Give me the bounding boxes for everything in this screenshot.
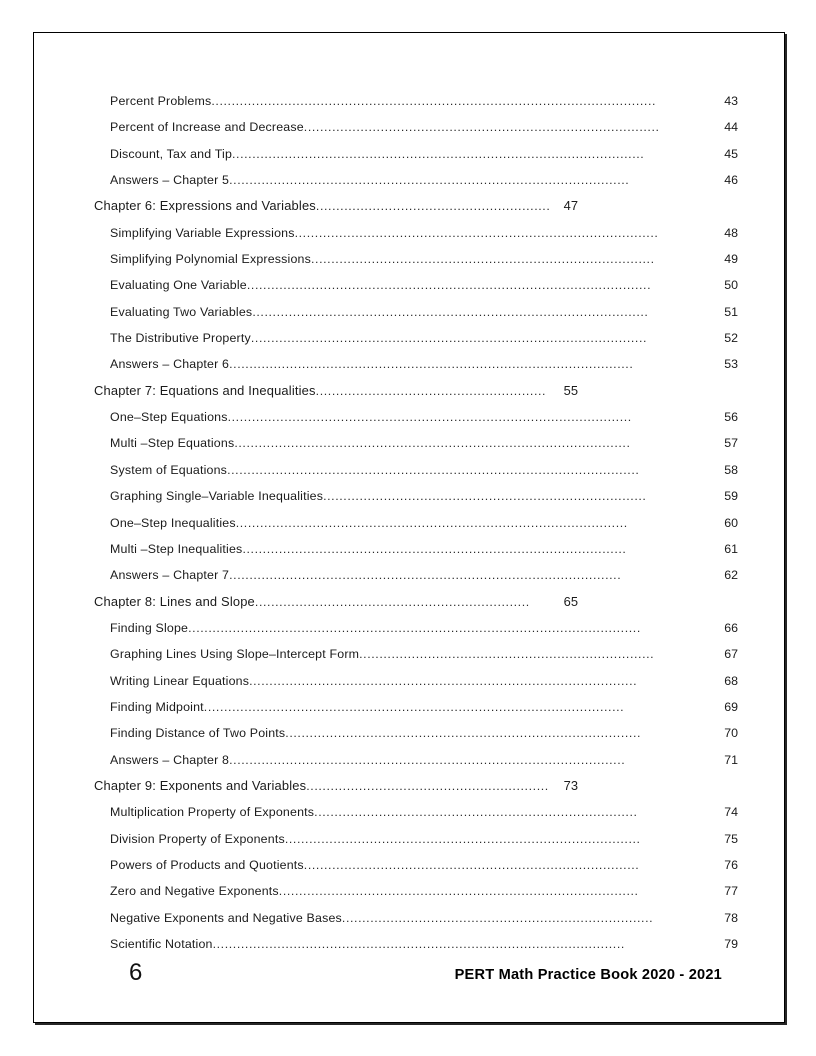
toc-page-number: 75	[724, 831, 738, 846]
toc-page-number: 73	[563, 777, 578, 793]
toc-entry-title: Chapter 7: Equations and Inequalities	[94, 382, 316, 398]
toc-page-number: 71	[724, 752, 738, 767]
toc-entry-row[interactable]	[94, 351, 738, 377]
toc-entry-row[interactable]	[94, 483, 738, 509]
toc-entry-row[interactable]	[94, 299, 738, 325]
toc-entry-title: Multi –Step Inequalities	[110, 541, 243, 556]
toc-entry-title: Evaluating Two Variables	[110, 304, 253, 319]
toc-entry-row[interactable]	[94, 272, 738, 298]
toc-entry-title: Chapter 6: Expressions and Variables	[94, 198, 316, 214]
toc-dot-leader: .........................................................................................	[278, 884, 639, 899]
toc-entry-row[interactable]	[94, 641, 738, 667]
toc-entry-title: Chapter 9: Exponents and Variables	[94, 777, 307, 793]
toc-dot-leader: ............................................................	[306, 778, 549, 793]
toc-page-number: 44	[724, 120, 738, 135]
toc-dot-leader: ....................................................................	[254, 594, 530, 609]
toc-entry-title: Answers – Chapter 8	[110, 752, 230, 767]
toc-dot-leader: ......................................................................................................	[212, 937, 625, 951]
toc-entry-title: One–Step Inequalities	[110, 515, 236, 530]
toc-dot-leader: ......................................................................................................	[227, 462, 640, 477]
toc-entry-row[interactable]	[94, 852, 738, 878]
toc-dot-leader: ..............................................................................................................	[211, 94, 657, 108]
toc-entry-row[interactable]	[94, 457, 738, 483]
toc-chapter-row[interactable]	[94, 589, 578, 615]
toc-dot-leader: .................................................................................................	[229, 568, 622, 583]
toc-dot-leader: .....................................................................................	[311, 252, 655, 267]
toc-dot-leader: ..........................................................	[315, 199, 551, 214]
toc-entry-row[interactable]	[94, 536, 738, 562]
toc-page-number: 68	[724, 673, 738, 688]
toc-page-number: 77	[724, 884, 738, 899]
toc-entry-title: Powers of Products and Quotients	[110, 857, 304, 872]
toc-entry-row[interactable]	[94, 826, 738, 852]
toc-dot-leader: ..................................................................................................	[229, 752, 626, 767]
toc-entry-title: Graphing Lines Using Slope–Intercept Form	[110, 647, 360, 662]
toc-entry-title: One–Step Equations	[110, 410, 228, 425]
toc-dot-leader: ....................................................................................................	[246, 278, 652, 293]
toc-entry-title: Percent of Increase and Decrease	[110, 120, 304, 135]
toc-entry-title: System of Equations	[110, 462, 228, 477]
toc-page-number: 43	[724, 94, 738, 108]
toc-dot-leader: .................................................................................................	[235, 515, 628, 530]
toc-chapter-row[interactable]	[94, 773, 578, 799]
toc-entry-row[interactable]	[94, 905, 738, 931]
toc-entry-title: Multiplication Property of Exponents	[110, 805, 315, 820]
toc-dot-leader: ...................................................................................	[303, 857, 640, 872]
toc-entry-row[interactable]	[94, 931, 738, 957]
toc-dot-leader: ................................................................................................	[249, 673, 638, 688]
toc-page-number: 52	[724, 331, 738, 346]
toc-entry-row[interactable]	[94, 404, 738, 430]
toc-dot-leader: ................................................................................	[314, 805, 638, 820]
toc-dot-leader: ...................................................................................................	[229, 173, 630, 188]
toc-entry-row[interactable]	[94, 220, 738, 246]
toc-dot-leader: ..................................................................................................	[250, 331, 648, 346]
toc-chapter-row[interactable]	[94, 193, 578, 219]
page-footer	[94, 956, 722, 996]
toc-page-number: 65	[563, 593, 578, 609]
toc-entry-title: Answers – Chapter 6	[110, 357, 230, 372]
toc-dot-leader: .........................................................................	[359, 647, 655, 662]
toc-entry-row[interactable]	[94, 668, 738, 694]
toc-dot-leader: ................................................................................	[323, 489, 647, 504]
toc-page-number: 78	[724, 910, 738, 925]
toc-dot-leader: ......................................................................................................	[232, 146, 645, 161]
toc-entry-title: Simplifying Variable Expressions	[110, 225, 295, 240]
toc-dot-leader: ........................................................................................	[284, 831, 641, 846]
toc-page-number: 66	[724, 620, 738, 635]
toc-entry-title: Simplifying Polynomial Expressions	[110, 252, 312, 267]
toc-page-number: 48	[724, 225, 738, 240]
toc-page-number: 58	[724, 462, 738, 477]
toc-entry-row[interactable]	[94, 167, 738, 193]
toc-page-number: 57	[724, 436, 738, 451]
toc-entry-title: Writing Linear Equations	[110, 673, 250, 688]
toc-page-number: 59	[724, 489, 738, 504]
toc-entry-title: Finding Distance of Two Points	[110, 726, 286, 741]
toc-entry-title: Evaluating One Variable	[110, 278, 247, 293]
toc-page-number: 67	[724, 647, 738, 662]
toc-dot-leader: .............................................................................	[341, 910, 654, 925]
toc-dot-leader: ........................................................................................	[303, 120, 660, 135]
toc-entry-row[interactable]	[94, 747, 738, 773]
toc-dot-leader: ........................................................................................................	[203, 699, 625, 714]
toc-entry-row[interactable]	[94, 88, 738, 114]
toc-entry-title: Negative Exponents and Negative Bases	[110, 910, 342, 925]
toc-entry-title: Answers – Chapter 7	[110, 568, 230, 583]
toc-entry-title: Chapter 8: Lines and Slope	[94, 593, 255, 609]
toc-entry-row[interactable]	[94, 562, 738, 588]
toc-chapter-row[interactable]	[94, 378, 578, 404]
toc-page-number: 50	[724, 278, 738, 293]
toc-page-number: 62	[724, 568, 738, 583]
toc-entry-row[interactable]	[94, 799, 738, 825]
toc-entry-title: Division Property of Exponents	[110, 831, 285, 846]
toc-entry-title: Scientific Notation	[110, 937, 213, 951]
toc-entry-title: Answers – Chapter 5	[110, 173, 230, 188]
toc-dot-leader: ....................................................................................................	[229, 357, 634, 372]
toc-entry-row[interactable]	[94, 246, 738, 272]
toc-page-number: 76	[724, 857, 738, 872]
toc-entry-title: Graphing Single–Variable Inequalities	[110, 489, 324, 504]
toc-dot-leader: ........................................................................................	[285, 726, 642, 741]
toc-page-number: 70	[724, 726, 738, 741]
toc-entry-title: Multi –Step Equations	[110, 436, 235, 451]
toc-page-number: 69	[724, 699, 738, 714]
toc-dot-leader: ................................................................................................................	[188, 620, 641, 635]
toc-dot-leader: ...............................................................................................	[242, 541, 627, 556]
toc-page-number: 45	[724, 146, 738, 161]
toc-page-number: 61	[724, 541, 738, 556]
footer-book-title: PERT Math Practice Book 2020 - 2021	[454, 967, 722, 983]
toc-entry-row[interactable]	[94, 720, 738, 746]
toc-entry-title: Finding Midpoint	[110, 699, 204, 714]
toc-dot-leader: ..................................................................................................	[252, 304, 649, 319]
toc-page-number: 53	[724, 357, 738, 372]
toc-entry-row[interactable]	[94, 141, 738, 167]
table-of-contents	[94, 88, 738, 957]
toc-entry-row[interactable]	[94, 694, 738, 720]
toc-entry-row[interactable]	[94, 510, 738, 536]
toc-page-number: 74	[724, 805, 738, 820]
toc-dot-leader: ....................................................................................................	[227, 410, 632, 425]
toc-entry-row[interactable]	[94, 325, 738, 351]
toc-dot-leader: .........................................................	[315, 383, 547, 398]
toc-entry-row[interactable]	[94, 878, 738, 904]
toc-entry-row[interactable]	[94, 430, 738, 456]
toc-page-number: 47	[563, 198, 578, 214]
toc-page-number: 49	[724, 252, 738, 267]
toc-entry-title: The Distributive Property	[110, 331, 251, 346]
toc-dot-leader: ..................................................................................................	[234, 436, 631, 451]
toc-page-number: 79	[724, 937, 738, 951]
toc-entry-title: Zero and Negative Exponents	[110, 884, 279, 899]
toc-entry-title: Percent Problems	[110, 94, 212, 108]
toc-page-number: 60	[724, 515, 738, 530]
toc-entry-title: Discount, Tax and Tip	[110, 146, 233, 161]
toc-page-number: 55	[563, 382, 578, 398]
toc-entry-row[interactable]	[94, 615, 738, 641]
toc-page-number: 51	[724, 304, 738, 319]
toc-page-number: 46	[724, 173, 738, 188]
toc-entry-title: Finding Slope	[110, 620, 189, 635]
toc-entry-row[interactable]	[94, 114, 738, 140]
toc-dot-leader: ..........................................................................................	[294, 225, 659, 240]
footer-page-number: 6	[129, 959, 143, 986]
toc-page-number: 56	[724, 410, 738, 425]
